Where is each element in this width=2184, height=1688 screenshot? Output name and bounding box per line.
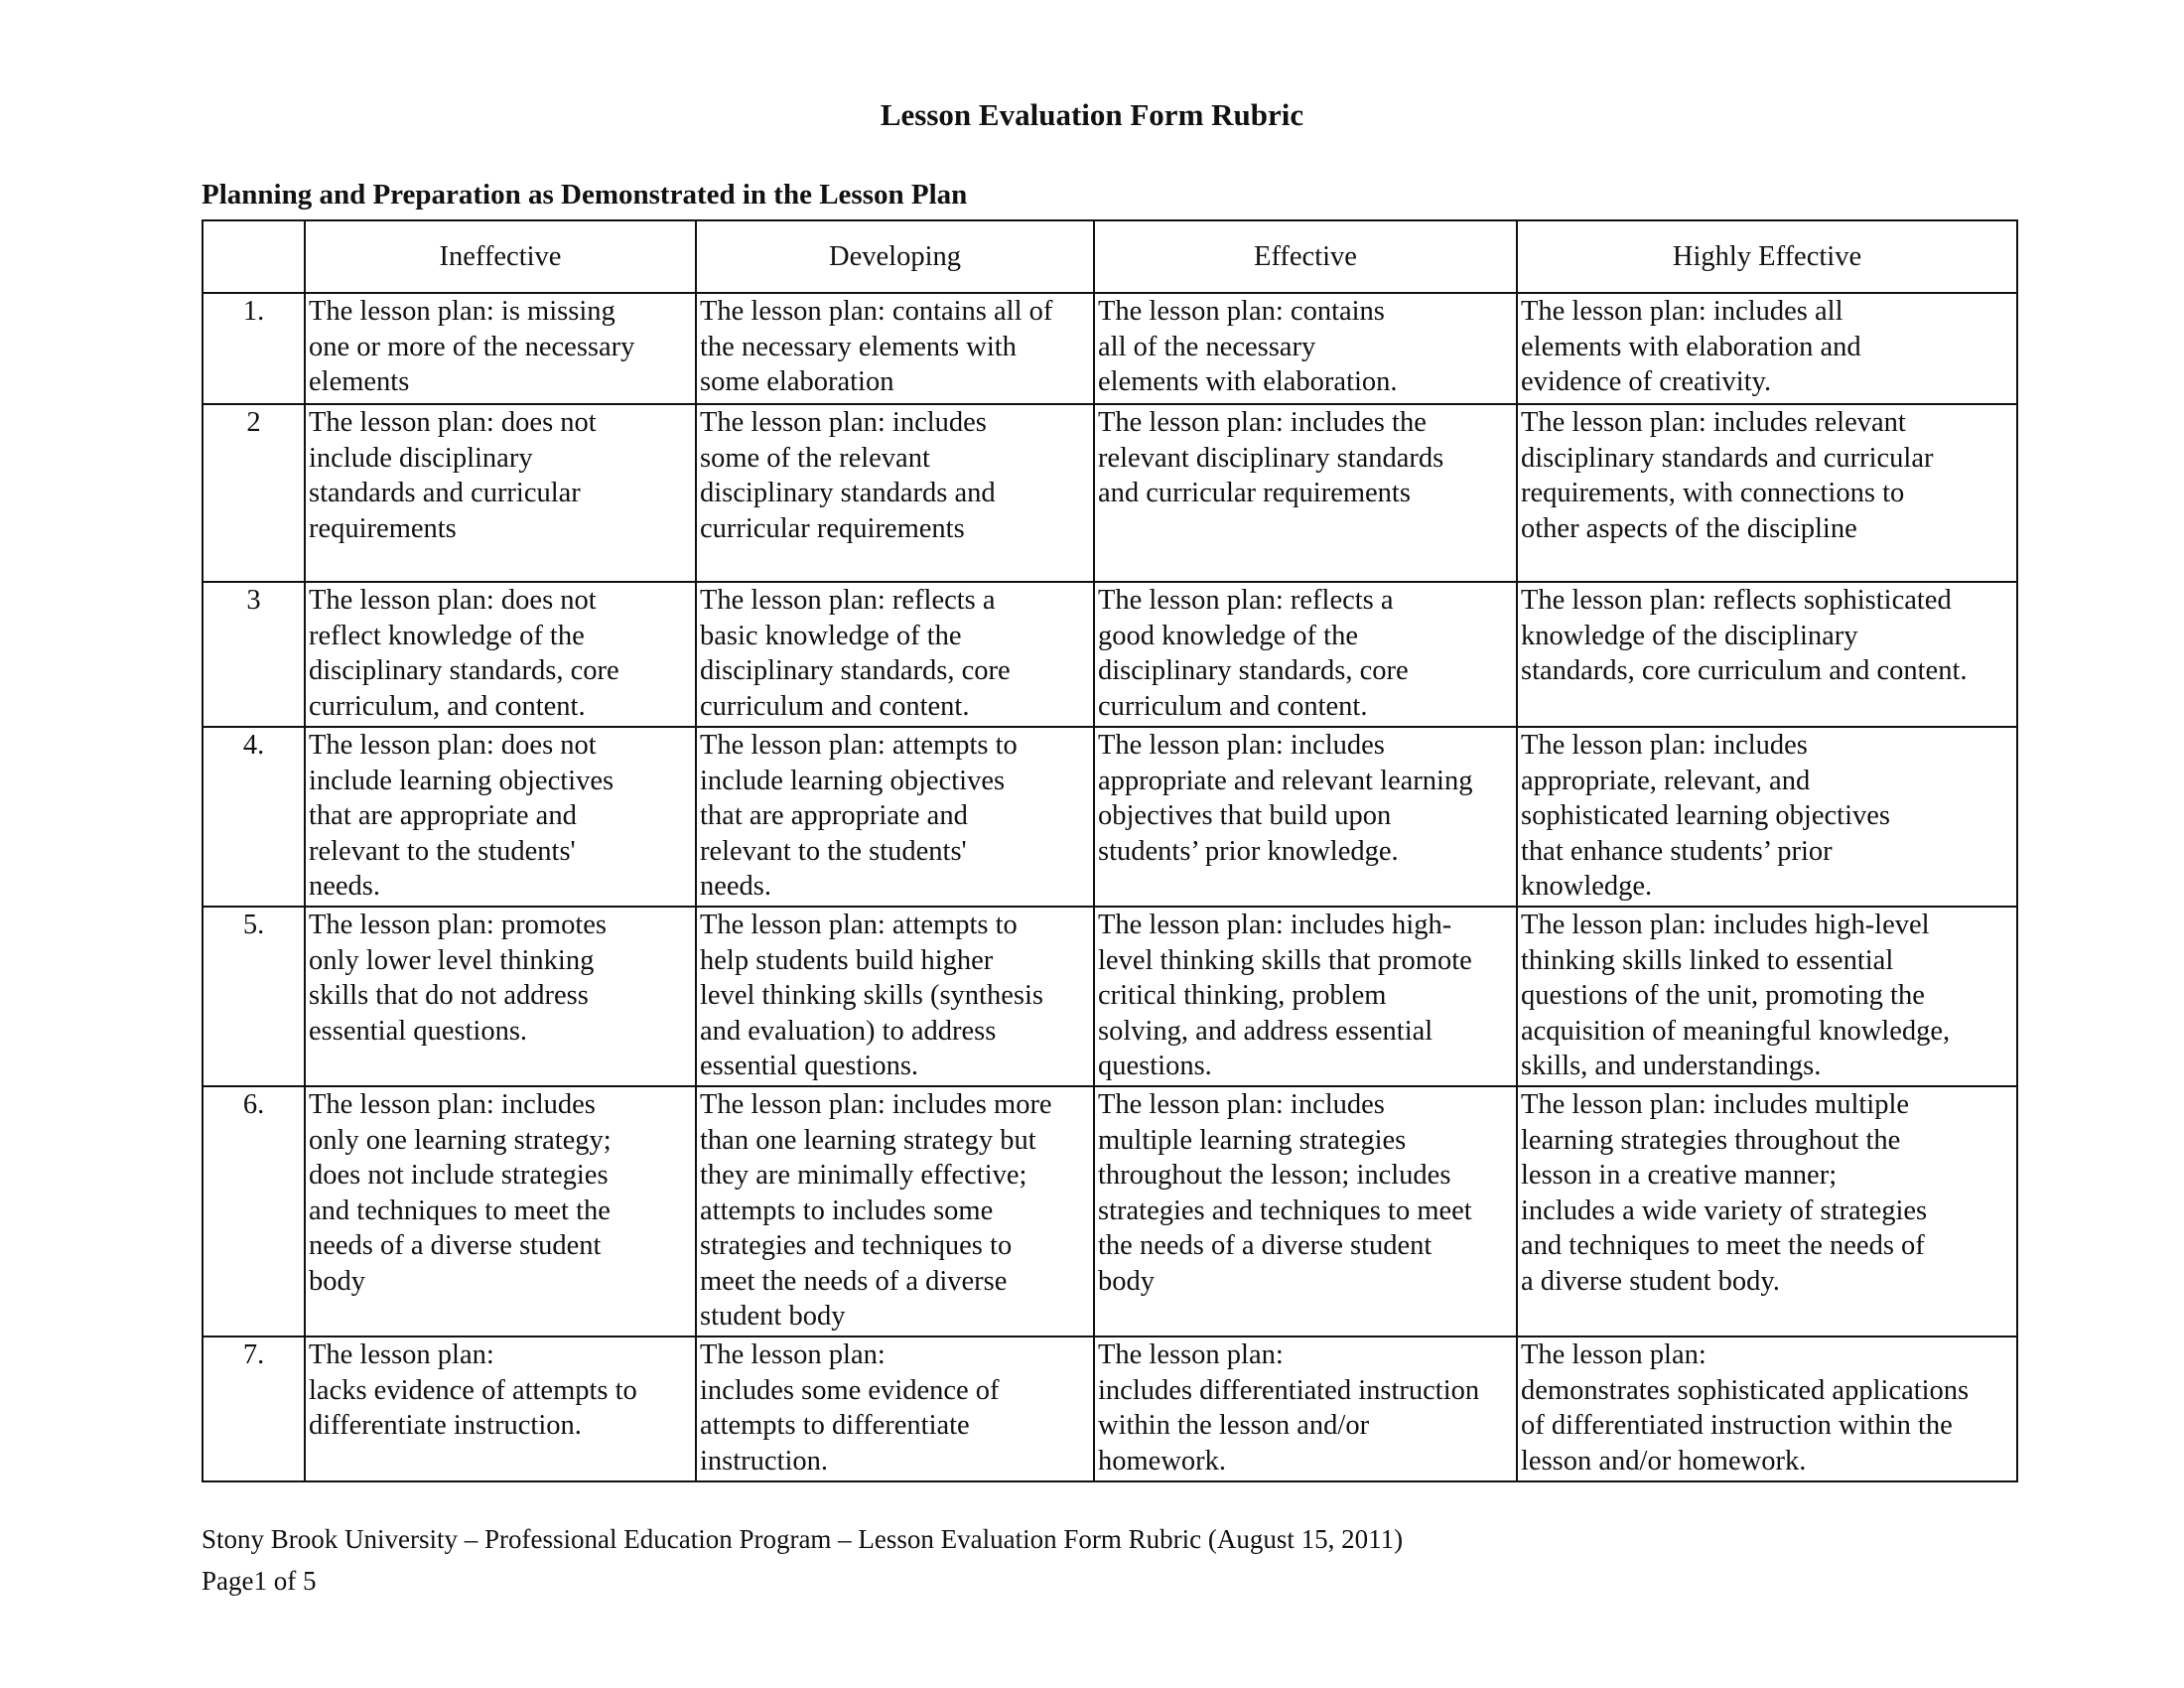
cell-developing: The lesson plan: includes more than one learning strategy but they are minimally effective; attempts to includes some strategies and techniques to meet the needs of a diverse student body bbox=[696, 1086, 1094, 1336]
footer-citation: Stony Brook University – Professional Education Program – Lesson Evaluation Form Rubric (August 15, 2011) bbox=[202, 1524, 1404, 1554]
cell-highly-effective: The lesson plan: includes appropriate, relevant, and sophisticated learning objectives that enhance students’ prior knowledge. bbox=[1517, 727, 2017, 907]
header-effective: Effective bbox=[1094, 220, 1517, 293]
header-ineffective: Ineffective bbox=[305, 220, 696, 293]
row-number: 4. bbox=[203, 727, 305, 907]
cell-effective: The lesson plan: reflects a good knowledge of the disciplinary standards, core curriculum and content. bbox=[1094, 582, 1517, 727]
header-row bbox=[203, 220, 2017, 293]
rubric-table bbox=[202, 219, 2018, 1482]
header-number bbox=[203, 220, 305, 293]
table-row bbox=[203, 727, 2017, 907]
cell-effective: The lesson plan: includes high- level thinking skills that promote critical thinking, problem solving, and address essential questions. bbox=[1094, 907, 1517, 1086]
header-highly-effective: Highly Effective bbox=[1517, 220, 2017, 293]
cell-developing: The lesson plan: includes some evidence of attempts to differentiate instruction. bbox=[696, 1336, 1094, 1481]
table-row bbox=[203, 293, 2017, 404]
cell-ineffective: The lesson plan: lacks evidence of attempts to differentiate instruction. bbox=[305, 1336, 696, 1481]
row-number: 6. bbox=[203, 1086, 305, 1336]
cell-ineffective: The lesson plan: does not include disciplinary standards and curricular requirements bbox=[305, 404, 696, 582]
cell-highly-effective: The lesson plan: reflects sophisticated knowledge of the disciplinary standards, core curriculum and content. bbox=[1517, 582, 2017, 727]
cell-ineffective: The lesson plan: includes only one learning strategy; does not include strategies and techniques to meet the needs of a diverse student body bbox=[305, 1086, 696, 1336]
cell-effective: The lesson plan: contains all of the necessary elements with elaboration. bbox=[1094, 293, 1517, 404]
cell-effective: The lesson plan: includes the relevant disciplinary standards and curricular requirements bbox=[1094, 404, 1517, 582]
table-row bbox=[203, 1336, 2017, 1481]
table-row bbox=[203, 582, 2017, 727]
cell-highly-effective: The lesson plan: includes relevant disciplinary standards and curricular requirements, with connections to other aspects of the discipline bbox=[1517, 404, 2017, 582]
cell-effective: The lesson plan: includes differentiated instruction within the lesson and/or homework. bbox=[1094, 1336, 1517, 1481]
cell-developing: The lesson plan: attempts to help students build higher level thinking skills (synthesis and evaluation) to address essential questions. bbox=[696, 907, 1094, 1086]
table-row bbox=[203, 404, 2017, 582]
table-row bbox=[203, 907, 2017, 1086]
row-number: 3 bbox=[203, 582, 305, 727]
cell-ineffective: The lesson plan: promotes only lower level thinking skills that do not address essential questions. bbox=[305, 907, 696, 1086]
row-number: 5. bbox=[203, 907, 305, 1086]
cell-highly-effective: The lesson plan: demonstrates sophisticated applications of differentiated instruction within the lesson and/or homework. bbox=[1517, 1336, 2017, 1481]
cell-developing: The lesson plan: includes some of the relevant disciplinary standards and curricular requirements bbox=[696, 404, 1094, 582]
cell-developing: The lesson plan: attempts to include learning objectives that are appropriate and relevant to the students' needs. bbox=[696, 727, 1094, 907]
cell-effective: The lesson plan: includes multiple learning strategies throughout the lesson; includes strategies and techniques to meet the needs of a diverse student body bbox=[1094, 1086, 1517, 1336]
document-title: Lesson Evaluation Form Rubric bbox=[880, 97, 1304, 132]
page-number: Page1 of 5 bbox=[202, 1566, 317, 1596]
cell-highly-effective: The lesson plan: includes all elements with elaboration and evidence of creativity. bbox=[1517, 293, 2017, 404]
cell-highly-effective: The lesson plan: includes high-level thinking skills linked to essential questions of the unit, promoting the acquisition of meaningful knowledge, skills, and understandings. bbox=[1517, 907, 2017, 1086]
header-developing: Developing bbox=[696, 220, 1094, 293]
table-row bbox=[203, 1086, 2017, 1336]
cell-ineffective: The lesson plan: does not reflect knowledge of the disciplinary standards, core curriculum, and content. bbox=[305, 582, 696, 727]
row-number: 1. bbox=[203, 293, 305, 404]
row-number: 7. bbox=[203, 1336, 305, 1481]
cell-ineffective: The lesson plan: is missing one or more of the necessary elements bbox=[305, 293, 696, 404]
cell-developing: The lesson plan: contains all of the necessary elements with some elaboration bbox=[696, 293, 1094, 404]
row-number: 2 bbox=[203, 404, 305, 582]
section-heading: Planning and Preparation as Demonstrated in the Lesson Plan bbox=[202, 179, 968, 211]
cell-ineffective: The lesson plan: does not include learning objectives that are appropriate and relevant to the students' needs. bbox=[305, 727, 696, 907]
cell-highly-effective: The lesson plan: includes multiple learning strategies throughout the lesson in a creative manner; includes a wide variety of strategies and techniques to meet the needs of a diverse student body. bbox=[1517, 1086, 2017, 1336]
cell-effective: The lesson plan: includes appropriate and relevant learning objectives that build upon students’ prior knowledge. bbox=[1094, 727, 1517, 907]
cell-developing: The lesson plan: reflects a basic knowledge of the disciplinary standards, core curriculum and content. bbox=[696, 582, 1094, 727]
